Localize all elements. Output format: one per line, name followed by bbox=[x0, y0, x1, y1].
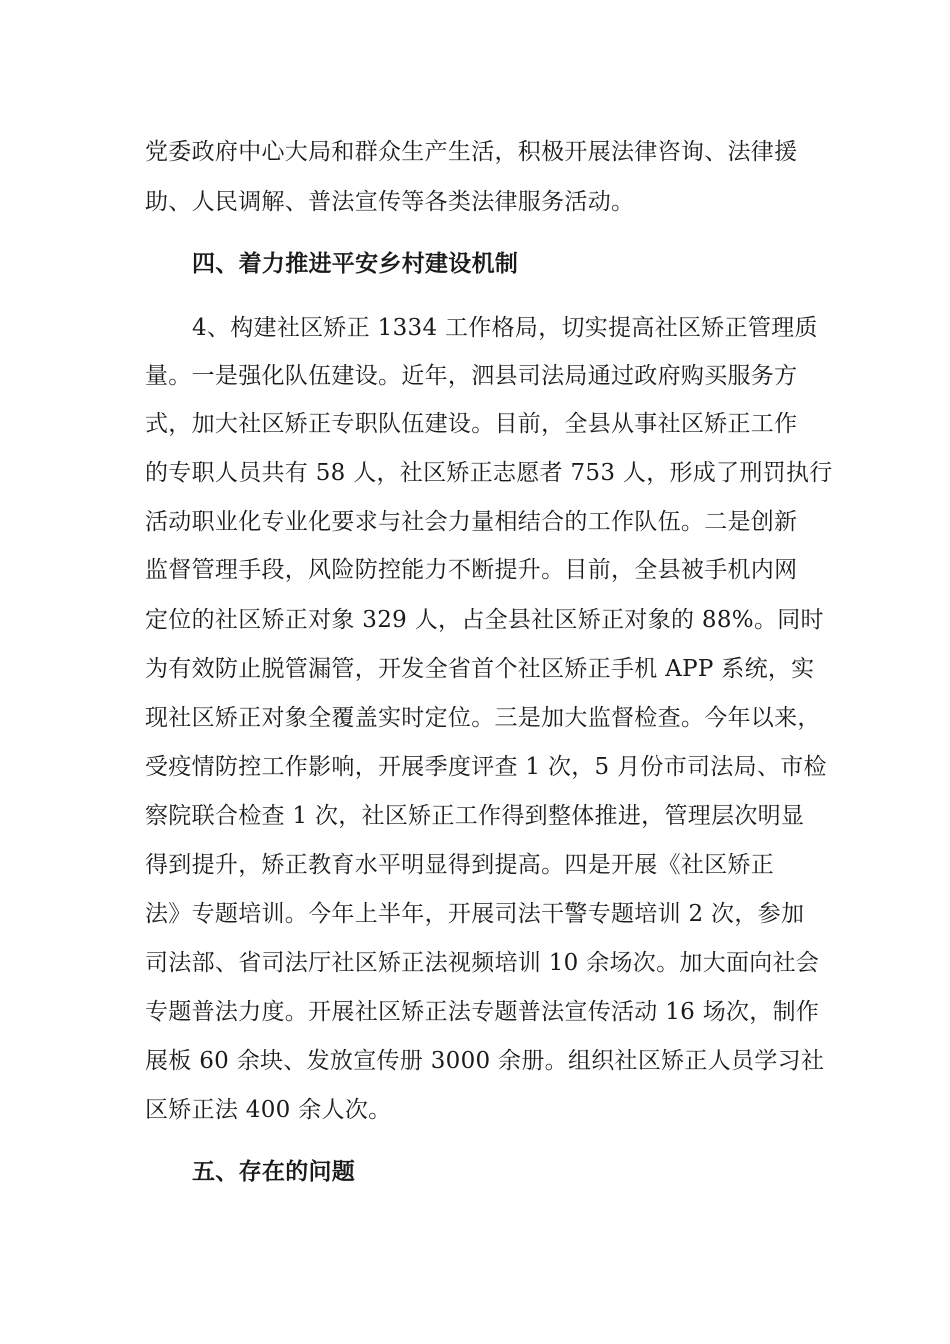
paragraph-line: 法》专题培训。今年上半年，开展司法干警专题培训 2 次，参加 bbox=[145, 901, 805, 927]
paragraph-line: 展板 60 余块、发放宣传册 3000 余册。组织社区矫正人员学习社 bbox=[145, 1048, 825, 1074]
paragraph-line: 定位的社区矫正对象 329 人，占全县社区矫正对象的 88%。同时 bbox=[145, 607, 824, 633]
paragraph-line: 4、构建社区矫正 1334 工作格局，切实提高社区矫正管理质 bbox=[192, 315, 818, 341]
section-5-heading: 五、存在的问题 bbox=[192, 1159, 356, 1185]
paragraph-line: 区矫正法 400 余人次。 bbox=[145, 1097, 392, 1123]
paragraph-line: 为有效防止脱管漏管，开发全省首个社区矫正手机 APP 系统，实 bbox=[145, 656, 815, 682]
paragraph-line: 量。一是强化队伍建设。近年，泗县司法局通过政府购买服务方 bbox=[145, 363, 798, 389]
paragraph-line: 受疫情防控工作影响，开展季度评查 1 次，5 月份市司法局、市检 bbox=[145, 754, 827, 780]
paragraph-line: 的专职人员共有 58 人，社区矫正志愿者 753 人，形成了刑罚执行 bbox=[145, 460, 833, 486]
paragraph-line: 活动职业化专业化要求与社会力量相结合的工作队伍。二是创新 bbox=[145, 509, 798, 535]
intro-line-2: 助、人民调解、普法宣传等各类法律服务活动。 bbox=[145, 189, 635, 215]
paragraph-line: 察院联合检查 1 次，社区矫正工作得到整体推进，管理层次明显 bbox=[145, 803, 805, 829]
intro-line-1: 党委政府中心大局和群众生产生活，积极开展法律咨询、法律援 bbox=[145, 139, 798, 165]
paragraph-line: 监督管理手段，风险防控能力不断提升。目前，全县被手机内网 bbox=[145, 557, 798, 583]
paragraph-line: 专题普法力度。开展社区矫正法专题普法宣传活动 16 场次，制作 bbox=[145, 999, 820, 1025]
paragraph-line: 得到提升，矫正教育水平明显得到提高。四是开展《社区矫正 bbox=[145, 852, 775, 878]
paragraph-line: 司法部、省司法厅社区矫正法视频培训 10 余场次。加大面向社会 bbox=[145, 950, 820, 976]
section-4-heading: 四、着力推进平安乡村建设机制 bbox=[192, 251, 519, 277]
paragraph-line: 式，加大社区矫正专职队伍建设。目前，全县从事社区矫正工作 bbox=[145, 411, 798, 437]
paragraph-line: 现社区矫正对象全覆盖实时定位。三是加大监督检查。今年以来， bbox=[145, 705, 821, 731]
